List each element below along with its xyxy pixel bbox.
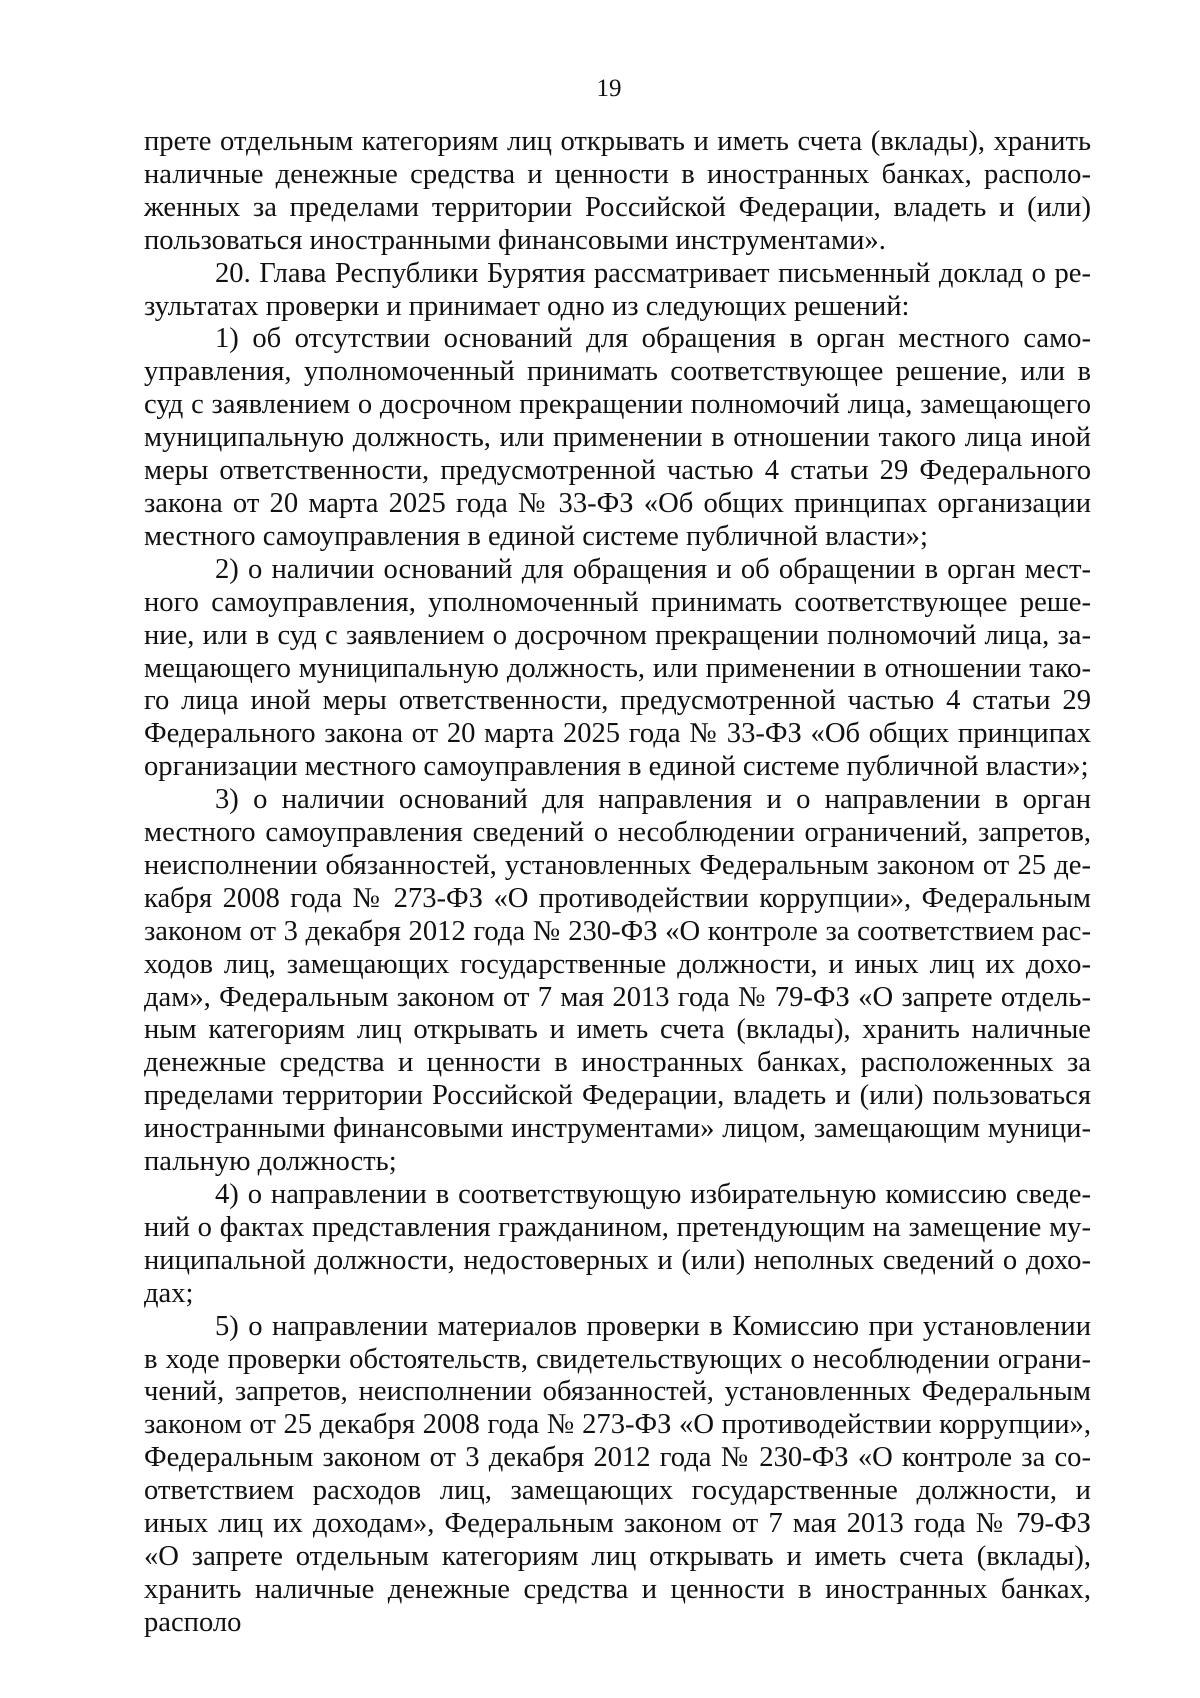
paragraph-item-20: 20. Глава Республики Бурятия рассматривает письменный доклад о результатах проверки и принимает одно из следующих решений: (144, 257, 1091, 322)
paragraph-subitem-5: 5) о направлении материалов проверки в Комиссию при установлении в ходе проверки обстоятельств, свидетельствующих о несоблюдении ограничений, запретов, неисполнении обязанностей, установленных Федеральным законом от 25 декабря 2008 года № 273-ФЗ «О противодействии коррупции», Федеральным законом от 3 декабря 2012 года № 230-ФЗ «О контроле за соответствием расходов лиц, замещающих государственные должности, и иных лиц их доходам», Федеральным законом от 7 мая 2013 года № 79-ФЗ «О запрете отдельным категориям лиц открывать и иметь счета (вклады), хранить наличные денежные средства и ценности в иностранных банках, располо (144, 1310, 1091, 1638)
paragraph-subitem-2: 2) о наличии оснований для обращения и об обращении в орган местного самоуправления, уполномоченный принимать соответствующее решение, или в суд с заявлением о досрочном прекращении полномочий лица, замещающего муниципальную должность, или применении в отношении такого лица иной меры ответственности, предусмотренной частью 4 статьи 29 Федерального закона от 20 марта 2025 года № 33-ФЗ «Об общих принципах организации местного самоуправления в единой системе публичной власти»; (144, 553, 1091, 783)
paragraph-subitem-4: 4) о направлении в соответствующую избирательную комиссию сведений о фактах представления гражданином, претендующим на замещение муниципальной должности, недостоверных и (или) неполных сведений о доходах; (144, 1179, 1091, 1309)
document-body (144, 126, 1091, 1640)
paragraph-subitem-3: 3) о наличии оснований для направления и о направлении в орган местного самоуправления сведений о несоблюдении ограничений, запретов, неисполнении обязанностей, установленных Федеральным законом от 25 декабря 2008 года № 273-ФЗ «О противодействии коррупции», Федеральным законом от 3 декабря 2012 года № 230-ФЗ «О контроле за соответствием расходов лиц, замещающих государственные должности, и иных лиц их доходам», Федеральным законом от 7 мая 2013 года № 79-ФЗ «О запрете отдельным категориям лиц открывать и иметь счета (вклады), хранить наличные денежные средства и ценности в иностранных банках, расположенных за пределами территории Российской Федерации, владеть и (или) пользоваться иностранными финансовыми инструментами» лицом, замещающим муниципальную должность; (144, 784, 1091, 1178)
paragraph-continuation: прете отдельным категориям лиц открывать и иметь счета (вклады), хранить наличные денежные средства и ценности в иностранных банках, расположенных за пределами территории Российской Федерации, владеть и (или) пользоваться иностранными финансовыми инструментами». (144, 126, 1091, 256)
paragraph-subitem-1: 1) об отсутствии оснований для обращения в орган местного самоуправления, уполномоченный принимать соответствующее решение, или в суд с заявлением о досрочном прекращении полномочий лица, замещающего муниципальную должность, или применении в отношении такого лица иной меры ответственности, предусмотренной частью 4 статьи 29 Федерального закона от 20 марта 2025 года № 33-ФЗ «Об общих принципах организации местного самоуправления в единой системе публичной власти»; (144, 323, 1091, 552)
page-number: 19 (596, 75, 622, 102)
